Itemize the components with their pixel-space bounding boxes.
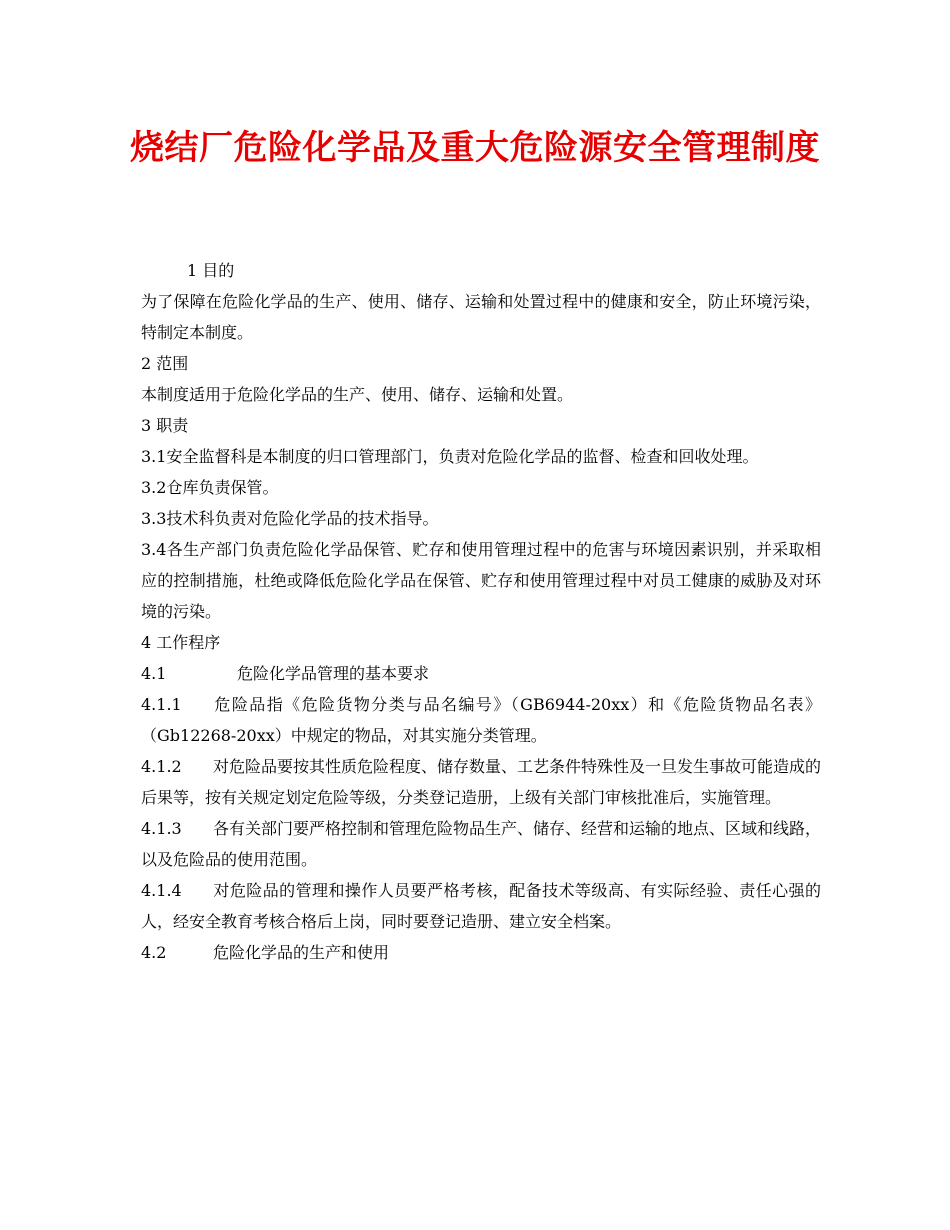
section-4-1-3 [141, 813, 821, 875]
section-4-2 [141, 937, 821, 968]
section-3-4: 3.4各生产部门负责危险化学品保管、贮存和使用管理过程中的危害与环境因素识别，并采取相应的控制措施，杜绝或降低危险化学品在保管、贮存和使用管理过程中对员工健康的威胁及对环境的污染。 [141, 540, 821, 621]
section-2-text: 本制度适用于危险化学品的生产、使用、储存、运输和处置。 [141, 385, 574, 404]
section-4-1-2 [141, 751, 821, 813]
section-2-heading: 2 范围 [141, 354, 189, 373]
section-4-1-4-text: 对危险品的管理和操作人员要严格考核，配备技术等级高、有实际经验、责任心强的人，经安全教育考核合格后上岗，同时要登记造册、建立安全档案。 [141, 881, 821, 931]
section-4-1-text: 危险化学品管理的基本要求 [237, 664, 430, 683]
section-4-heading: 4 工作程序 [141, 633, 221, 652]
section-4-1-2-text: 对危险品要按其性质危险程度、储存数量、工艺条件特殊性及一旦发生事故可能造成的后果等，按有关规定划定危险等级，分类登记造册，上级有关部门审核批准后，实施管理。 [141, 757, 822, 807]
page-title: 烧结厂危险化学品及重大危险源安全管理制度 [130, 128, 820, 168]
document-body [141, 255, 821, 968]
section-4-2-text: 危险化学品的生产和使用 [213, 943, 390, 962]
section-4-1-1-number: 4.1.1 [141, 695, 182, 714]
section-4-1-1-text: 危险品指《危险货物分类与品名编号》（GB6944-20xx）和《危险货物品名表》（Gb12268-20xx）中规定的物品，对其实施分类管理。 [141, 695, 821, 745]
section-4-1-3-text: 各有关部门要严格控制和管理危险物品生产、储存、经营和运输的地点、区域和线路，以及危险品的使用范围。 [141, 819, 822, 869]
section-4-1-4-number: 4.1.4 [141, 881, 182, 900]
section-1-heading: 1 目的 [187, 261, 235, 280]
section-4-1 [141, 658, 821, 689]
section-3-2: 3.2仓库负责保管。 [141, 478, 279, 497]
section-4-1-2-number: 4.1.2 [141, 757, 182, 776]
section-4-2-number: 4.2 [141, 943, 167, 962]
section-3-3: 3.3技术科负责对危险化学品的技术指导。 [141, 509, 439, 528]
section-3-heading: 3 职责 [141, 416, 189, 435]
section-4-1-number: 4.1 [141, 664, 167, 683]
section-4-1-3-number: 4.1.3 [141, 819, 182, 838]
section-3-1: 3.1安全监督科是本制度的归口管理部门，负责对危险化学品的监督、检查和回收处理。 [141, 447, 759, 466]
section-4-1-4 [141, 875, 821, 937]
section-4-1-1 [141, 689, 821, 751]
section-1-text: 为了保障在危险化学品的生产、使用、储存、运输和处置过程中的健康和安全，防止环境污染，特制定本制度。 [141, 292, 821, 342]
